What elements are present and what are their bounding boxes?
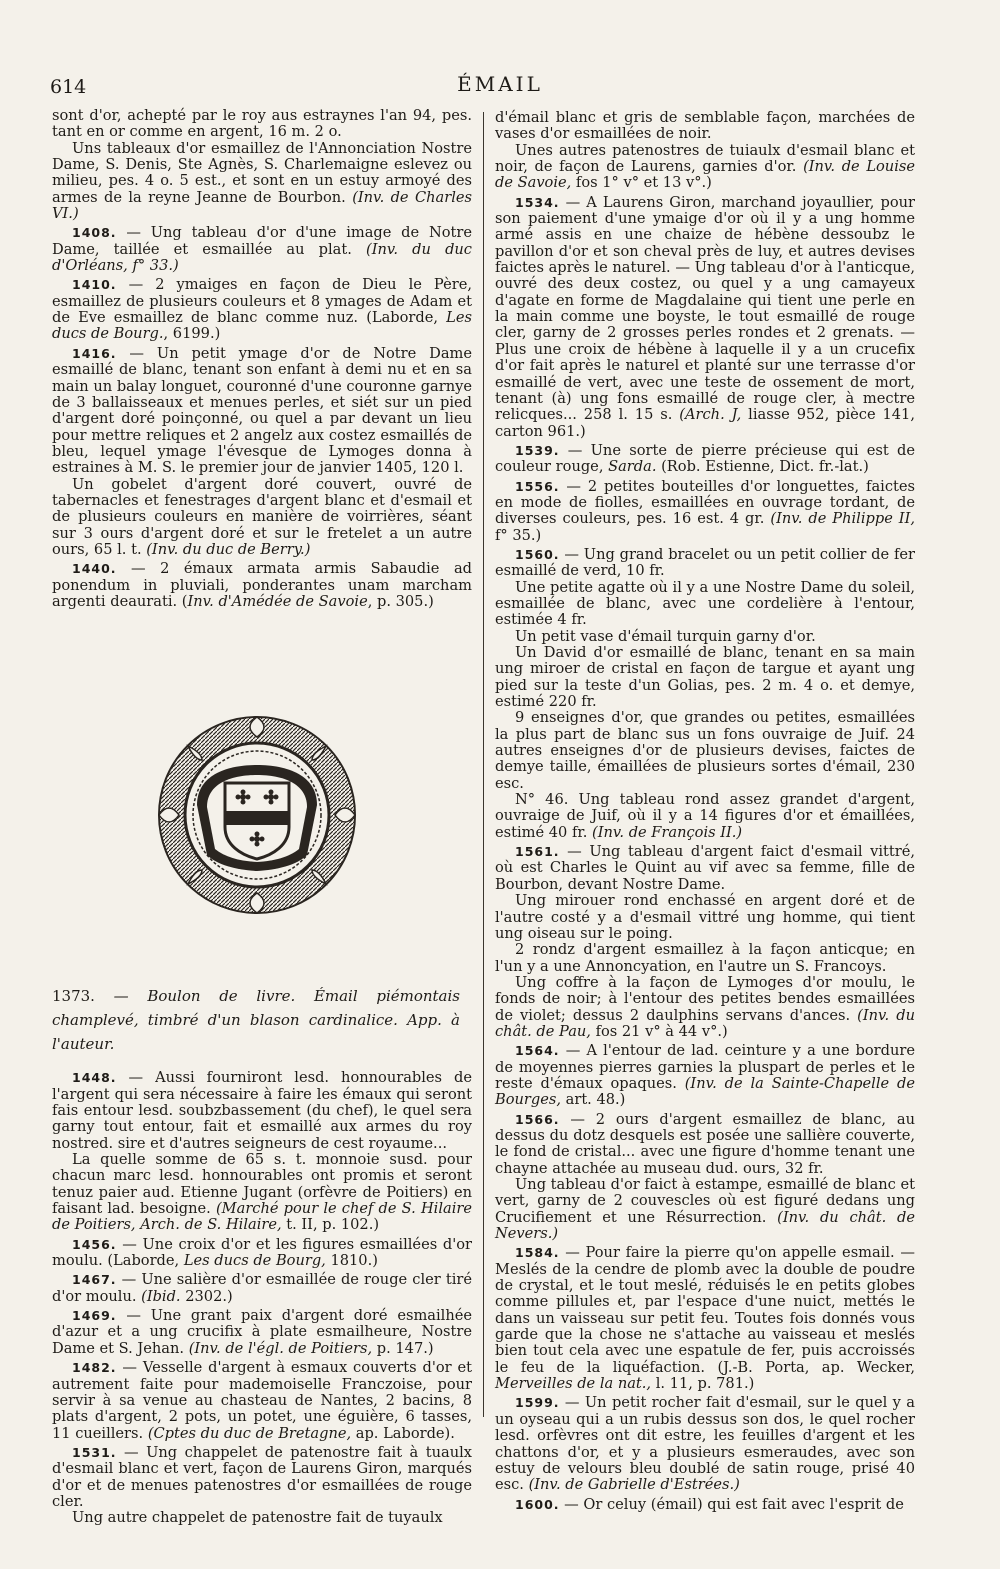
source-citation: (Inv. du chât. de Pau, xyxy=(495,1006,915,1040)
entry-text: — Or celuy (émail) qui est fait avec l'esprit de xyxy=(559,1495,904,1513)
entry-year: 1561. xyxy=(515,844,560,860)
entry-year: 1482. xyxy=(72,1360,117,1376)
dated-entry xyxy=(52,277,472,342)
source-citation: (Inv. de François II.) xyxy=(592,823,743,841)
dated-entry xyxy=(52,1070,472,1152)
left-column-entries xyxy=(52,108,472,610)
citation-detail: fos 1° v° et 13 v°.) xyxy=(571,174,712,192)
citation-detail: l. 11, p. 781.) xyxy=(651,1375,755,1393)
source-citation: (Inv. de la Sainte-Chapelle de Bourges, xyxy=(495,1074,915,1109)
source-citation: (Inv. de Philippe II, xyxy=(770,510,915,528)
dated-entry xyxy=(495,1497,915,1513)
entry-text: Un David d'or esmaillé de blanc, tenant en sa main ung miroer de cristal en façon de targue et ayant ung pied sur la teste d'un Golias, pes. 2 m. 4 o. et demye, estimé 220 fr. xyxy=(495,644,915,711)
citation-detail: ap. Laborde). xyxy=(351,1424,455,1442)
left-column xyxy=(52,108,472,1527)
entry-year: 1564. xyxy=(515,1043,560,1059)
entry-year: 1531. xyxy=(72,1444,117,1460)
entry-text: Un gobelet d'argent doré couvert, ouvré de tabernacles et fenestrages d'argent blanc et d'esmail et de plusieurs couleurs en manière de voirrières, séant sur 3 ours d'argent doré et sur le fretelet a un autre ours, 65 l. t. xyxy=(52,475,472,558)
dated-entry xyxy=(495,1245,915,1392)
dated-entry xyxy=(495,1395,915,1493)
page-number: 614 xyxy=(50,76,87,98)
page-header xyxy=(0,70,1000,100)
citation-detail: liasse 952, pièce 141, carton 961.) xyxy=(495,406,915,440)
citation-detail: f° 35.) xyxy=(495,526,542,544)
entry-year: 1416. xyxy=(72,345,117,361)
dated-entry xyxy=(52,1237,472,1270)
paragraph xyxy=(495,975,915,1040)
entry-text: — Vesselle d'argent à esmaux couverts d'or et autrement faite pour mademoiselle Franczoise, pour servir à sa venue au chasteau de Nantes, 2 bacins, 8 plats d'argent, 2 pots, un potet, une éguière, 6 tasses, 11 cueillers. xyxy=(52,1359,472,1442)
paragraph xyxy=(52,1152,472,1234)
right-column xyxy=(495,110,915,1513)
dated-entry xyxy=(495,195,915,440)
source-citation: (Inv. de l'égl. de Poitiers, xyxy=(188,1339,373,1357)
entry-text: Un petit vase d'émail turquin garny d'or. xyxy=(515,627,816,645)
entry-text: — Aussi fourniront lesd. honnourables de l'argent qui sera nécessaire à faire les émaux qui seront fais entour lesd. soubzbassement (du chef), le quel sera garny tout entour, fait et esmaillé aux armes du roy nostred. sire et d'autres seigneurs de cest royaume... xyxy=(52,1069,472,1152)
right-column-entries xyxy=(495,110,915,1513)
entry-text: — Ung chappelet de patenostre fait à tuaulx d'esmail blanc et vert, façon de Laurens Giron, marqués d'or et de menues patenostres d'or esmaillées de rouge cler. xyxy=(52,1443,472,1510)
entry-year: 1556. xyxy=(515,478,560,494)
column-rule xyxy=(483,112,484,1417)
entry-year: 1410. xyxy=(72,277,117,293)
entry-text: Ung mirouer rond enchassé en argent doré et de l'autre costé y a d'esmail vittré ung homme, qui tient ung oiseau sur le poing. xyxy=(495,892,915,942)
dated-entry xyxy=(495,1112,915,1177)
enamel-clasp-illustration xyxy=(157,656,357,974)
citation-detail: t. II, p. 102.) xyxy=(281,1216,380,1234)
entry-text: — Une croix d'or et les figures esmaillées d'or moulu. (Laborde, xyxy=(52,1235,472,1270)
entry-text: Une petite agatte où il y a une Nostre Dame du soleil, esmaillée de blanc, avec une cordelière à l'entour, estimée 4 fr. xyxy=(495,578,915,629)
paragraph xyxy=(495,710,915,792)
entry-year: 1599. xyxy=(515,1395,560,1411)
entry-text: — Pour faire la pierre qu'on appelle esmail. — Meslés de la cendre de plomb avec la double de poudre de crystal, et le tout meslé, réduisés le en petits globes comme pillules et, par l'espace d'une nuict, mettés le dans un vaisseau sur petit feu. Toutes fois donnés vous garde que la chose ne s'attache au vaisseau et meslés bien tout cela avec une espatule de fer, puis accroissés le feu de la liquéfaction. (J.-B. Porta, ap. Wecker, xyxy=(495,1244,915,1376)
paragraph-continued xyxy=(52,108,472,141)
dated-entry xyxy=(52,346,472,477)
source-citation: (Inv. de Louise de Savoie, xyxy=(495,158,915,192)
paragraph-continued xyxy=(495,110,915,143)
paragraph xyxy=(495,629,915,645)
entry-text: — Une sorte de pierre précieuse qui est de couleur rouge, xyxy=(495,441,915,476)
paragraph xyxy=(495,143,915,192)
entry-text: — Un petit ymage d'or de Notre Dame esmaillé de blanc, tenant son enfant à demi nu et en sa main un balay longuet, couronné d'une couronne garnye de 3 ballaisseaux et menues perles, et siét sur un pied d'argent doré poinçonné, ou quel a par devant un lieu pour mettre reliques et 2 angelz aux costez esmaillés de bleu, lequel ymage l'évesque de Lymoges donna à estraines à M. S. le premier jour de janvier 1405, 120 l. xyxy=(52,344,472,477)
entry-text: — 2 petites bouteilles d'or longuettes, faictes en mode de fiolles, esmaillées en ouvrage tordant, de diverses couleurs, pes. 16 est. 4 gr. xyxy=(495,477,915,528)
dated-entry xyxy=(495,479,915,544)
entry-text: 9 enseignes d'or, que grandes ou petites, esmaillées la plus part de blanc sus un fons ouvraige de Juif. 24 autres enseignes d'or de plusieurs devises, faictes de demye taille, émaillées de plusieurs sortes d'émail, 230 esc. xyxy=(495,709,915,792)
entry-text: — Un petit rocher fait d'esmail, sur le quel y a un oyseau qui a un rubis dessus son dos, le quel rocher lesd. orfèvres ont dit estre, les feuilles d'argent et les chattons d'or, et y a plusieurs esmeraudes, avec son estuy de velours bleu doublé de satin rouge, prisé 40 esc. xyxy=(495,1394,915,1494)
source-citation: (Inv. de Gabrielle d'Estrées.) xyxy=(528,1476,740,1494)
citation-detail: p. 147.) xyxy=(372,1339,434,1357)
caption-text: — Boulon de livre. Émail piémontais champlevé, timbré d'un blason cardinalice. App. à l'auteur. xyxy=(52,987,460,1054)
left-column-entries-lower xyxy=(52,1070,472,1526)
caption-number: 1373. xyxy=(52,987,95,1006)
entry-text: — Ung tableau d'argent faict d'esmail vittré, où est Charles le Quint au vif avec sa femme, fille de Bourbon, devant Nostre Dame. xyxy=(495,843,915,893)
entry-text: — 2 émaux armata armis Sabaudie ad ponendum in pluviali, ponderantes unam marcham argenti deaurati. ( xyxy=(52,560,472,610)
entry-year: 1440. xyxy=(72,561,117,577)
entry-text: Ung autre chappelet de patenostre fait de tuyaulx xyxy=(72,1509,443,1527)
dated-entry xyxy=(52,225,472,274)
entry-year: 1408. xyxy=(72,225,117,241)
dated-entry xyxy=(495,844,915,893)
entry-year: 1469. xyxy=(72,1308,117,1324)
source-citation: (Ibid. xyxy=(141,1287,181,1305)
source-citation: (Inv. de Charles VI.) xyxy=(52,188,472,223)
entry-year: 1560. xyxy=(515,546,560,562)
dated-entry xyxy=(52,1360,472,1442)
citation-detail: 1810.) xyxy=(325,1252,378,1270)
entry-year: 1448. xyxy=(72,1070,117,1086)
citation-detail: fos 21 v° à 44 v°.) xyxy=(590,1022,728,1040)
entry-year: 1566. xyxy=(515,1111,560,1127)
figure-caption xyxy=(52,984,472,1056)
entry-year: 1584. xyxy=(515,1245,560,1261)
citation-detail: , 6199.) xyxy=(163,325,221,343)
enamel-clasp-figure xyxy=(52,656,472,974)
entry-text: — A l'entour de lad. ceinture y a une bordure de moyennes pierres garnies la pluspart de perles et le reste d'émaux opaques. xyxy=(495,1042,915,1092)
paragraph xyxy=(52,1510,472,1526)
source-citation: (Inv. du duc d'Orléans, f° 33.) xyxy=(52,240,472,275)
entry-text: — A Laurens Giron, marchand joyaullier, pour son paiement d'une ymaige d'or où il y a ung homme armé assis en une chaize de hébène dessoubz le pavillon d'or et son cheval près de luy, et autres devises faictes après le naturel. — Ung tableau d'or à l'anticque, ouvré des deux costez, ou quel y a ung camayeux d'agate en forme de Magdalaine qui tient une perle en la main comme une boyste, le tout esmaillé de rouge cler, garny de 2 grosses perles rondes et 2 grenats. — Plus une croix de hébène à laquelle il y a un crucefix d'or fait après le naturel et planté sur une terrasse d'or esmaillé de vert, avec une teste de ossement de mort, tenant (à) ung fons esmaillé de rouge cler, à mectre relicques... 258 l. 15 s. xyxy=(495,193,915,424)
source-citation: (Inv. du duc de Berry.) xyxy=(146,540,311,558)
source-citation: (Arch. J, xyxy=(679,406,742,424)
entry-text: Uns tableaux d'or esmaillez de l'Annonciation Nostre Dame, S. Denis, Ste Agnès, S. Charlemaigne eslevez ou milieu, pes. 4 o. 5 est., et sont en un estuy armoyé des armes de la reyne Jeanne de Bourbon. xyxy=(52,139,472,206)
source-citation: Inv. d'Amédée de Savoie xyxy=(187,592,368,610)
dated-entry xyxy=(495,443,915,476)
entry-text: d'émail blanc et gris de semblable façon, marchées de vases d'or esmaillées de noir. xyxy=(495,109,915,143)
citation-detail: , p. 305.) xyxy=(367,592,434,610)
dated-entry xyxy=(495,1043,915,1108)
entry-text: La quelle somme de 65 s. t. monnoie susd. pour chacun marc lesd. honnourables ont promis et seront tenuz paier aud. Etienne Jugant (orfèvre de Poitiers) en faisant lad. besoigne. xyxy=(52,1151,472,1218)
entry-text: Ung coffre à la façon de Lymoges d'or moulu, le fonds de noir; à l'entour des petites bendes esmaillées de violet; dessus 2 daulphins servans d'ances. xyxy=(495,973,915,1024)
entry-year: 1467. xyxy=(72,1272,117,1288)
source-citation: (Inv. du chât. de Nevers.) xyxy=(495,1208,916,1243)
paragraph xyxy=(495,1177,915,1242)
entry-text: — Une grant paix d'argent doré esmailhée d'azur et a ung crucifix à plate esmailheure, Nostre Dame et S. Jehan. xyxy=(52,1307,472,1357)
paragraph xyxy=(52,141,472,223)
entry-text: N° 46. Ung tableau rond assez grandet d'argent, ouvraige de Juif, où il y a 14 figures d'or et émaillées, estimé 40 fr. xyxy=(495,791,915,841)
source-citation: Sarda. xyxy=(608,458,657,476)
citation-detail: art. 48.) xyxy=(561,1091,626,1109)
citation-detail: 2302.) xyxy=(180,1287,233,1305)
entry-text: Ung tableau d'or faict à estampe, esmaillé de blanc et vert, garny de 2 couvescles où est figuré dedans ung Crucifiement et une Résurrection. xyxy=(495,1176,915,1226)
entry-year: 1534. xyxy=(515,194,560,210)
dated-entry xyxy=(495,547,915,580)
source-citation: Les ducs de Bourg. xyxy=(52,309,472,343)
dated-entry xyxy=(52,1445,472,1510)
entry-text: 2 rondz d'argent esmaillez à la façon anticque; en l'un y a une Annoncyation, en l'autre un S. Francoys. xyxy=(495,941,915,975)
entry-text: — 2 ymaiges en façon de Dieu le Père, esmaillez de plusieurs couleurs et 8 ymages de Adam et de Eve esmaillez de blanc comme nuz. (Laborde, xyxy=(52,276,472,327)
paragraph xyxy=(495,792,915,841)
citation-detail: (Rob. Estienne, Dict. fr.-lat.) xyxy=(656,458,869,476)
source-citation: Les ducs de Bourg, xyxy=(183,1252,326,1270)
entry-text: Unes autres patenostres de tuiaulx d'esmail blanc et noir, de façon de Laurens, garnies d'or. xyxy=(495,141,915,176)
entry-text: sont d'or, achepté par le roy aus estraynes l'an 94, pes. tant en or comme en argent, 16 m. 2 o. xyxy=(52,107,472,141)
paragraph xyxy=(495,580,915,629)
entry-text: — Ung tableau d'or d'une image de Notre Dame, taillée et esmaillée au plat. xyxy=(52,224,472,258)
dated-entry xyxy=(52,1272,472,1305)
paragraph xyxy=(495,942,915,975)
dated-entry xyxy=(52,1308,472,1357)
paragraph xyxy=(495,645,915,710)
source-citation: Merveilles de la nat., xyxy=(495,1375,652,1393)
paragraph xyxy=(495,893,915,942)
paragraph xyxy=(52,477,472,559)
entry-year: 1539. xyxy=(515,442,560,458)
source-citation: (Cptes du duc de Bretagne, xyxy=(147,1424,352,1442)
entry-year: 1456. xyxy=(72,1236,117,1252)
source-citation: (Marché pour le chef de S. Hilaire de Poitiers, Arch. de S. Hilaire, xyxy=(52,1200,472,1234)
running-head: ÉMAIL xyxy=(457,72,543,96)
entry-text: — Une salière d'or esmaillée de rouge cler tiré d'or moulu. xyxy=(52,1271,472,1305)
entry-year: 1600. xyxy=(515,1496,560,1512)
entry-text: — Ung grand bracelet ou un petit collier de fer esmaillé de verd, 10 fr. xyxy=(495,545,915,580)
dated-entry xyxy=(52,561,472,610)
entry-text: — 2 ours d'argent esmaillez de blanc, au dessus du dotz desquels est posée une sallière couverte, le fond de cristal... avec une figure d'homme tenant une chayne attachée au museau dud. ours, 32 fr. xyxy=(495,1110,915,1177)
